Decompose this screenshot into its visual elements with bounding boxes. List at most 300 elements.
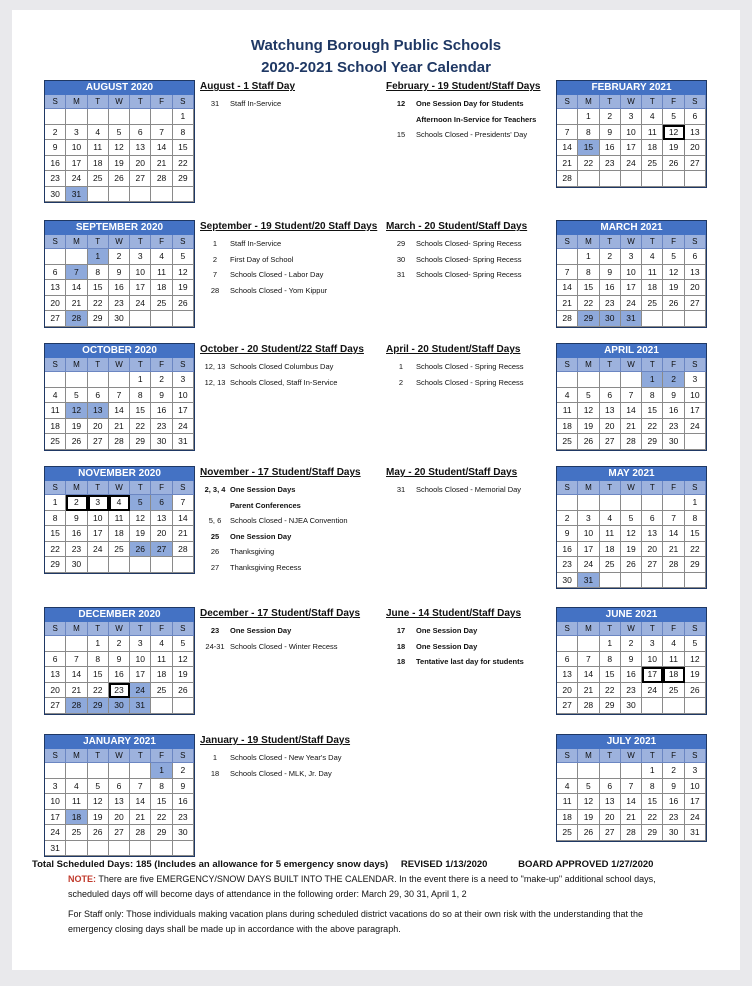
day-cell: 25 (600, 557, 621, 573)
weekday-header: T (600, 749, 621, 763)
day-cell: 29 (88, 698, 109, 714)
day-cell: 25 (151, 683, 172, 699)
empty-cell (130, 841, 151, 857)
day-cell: 20 (642, 542, 663, 558)
day-cell: 8 (88, 265, 109, 281)
day-cell: 28 (130, 825, 151, 841)
day-cell: 17 (45, 810, 66, 826)
day-cell: 24 (685, 419, 706, 435)
empty-cell (109, 841, 130, 857)
month-summary (200, 220, 380, 298)
day-cell: 9 (557, 526, 578, 542)
day-cell: 10 (578, 526, 599, 542)
day-cell: 6 (109, 779, 130, 795)
day-cell: 4 (45, 388, 66, 404)
day-cell: 3 (621, 249, 642, 265)
event-text: Thanksgiving Recess (230, 562, 302, 572)
day-cell: 14 (109, 403, 130, 419)
day-cell: 7 (66, 265, 87, 281)
event-text: Thanksgiving (230, 547, 275, 556)
day-cell: 13 (130, 140, 151, 156)
month-calendar (556, 220, 707, 328)
event-date: 2 (398, 377, 404, 387)
weekday-header: S (685, 235, 706, 249)
day-cell: 9 (600, 265, 621, 281)
day-cell: 29 (88, 311, 109, 327)
day-cell: 7 (557, 125, 578, 141)
day-cell: 11 (151, 652, 172, 668)
day-cell: 1 (88, 636, 109, 652)
month-title: DECEMBER 2020 (45, 608, 194, 622)
day-cell: 19 (621, 542, 642, 558)
event-date: 27 (210, 562, 220, 572)
day-cell: 25 (88, 171, 109, 187)
day-cell: 15 (151, 794, 172, 810)
empty-cell (557, 763, 578, 779)
day-cell: 14 (151, 140, 172, 156)
day-cell: 7 (151, 125, 172, 141)
day-cell: 12 (88, 794, 109, 810)
day-cell: 11 (642, 265, 663, 281)
day-cell: 4 (151, 249, 172, 265)
day-cell: 6 (45, 265, 66, 281)
day-cell: 3 (45, 779, 66, 795)
weekday-header: F (151, 749, 172, 763)
day-cell: 21 (621, 419, 642, 435)
day-cell: 9 (151, 388, 172, 404)
day-cell: 26 (66, 434, 87, 450)
event-row (386, 112, 566, 128)
event-date: 31 (396, 270, 406, 279)
day-cell: 25 (642, 296, 663, 312)
day-cell: 21 (578, 683, 599, 699)
event-row (200, 96, 380, 112)
empty-cell (621, 372, 642, 388)
day-cell: 1 (578, 109, 599, 125)
day-cell: 29 (642, 434, 663, 450)
day-cell: 27 (130, 171, 151, 187)
day-cell: 19 (663, 140, 684, 156)
day-cell: 2 (109, 636, 130, 652)
day-cell: 12 (173, 652, 194, 668)
empty-cell (578, 171, 599, 187)
month-calendar (556, 734, 707, 842)
day-cell: 2 (600, 249, 621, 265)
weekday-header: M (578, 481, 599, 495)
empty-cell (88, 109, 109, 125)
day-cell: 14 (173, 511, 194, 527)
day-cell: 12 (663, 125, 684, 141)
weekday-header: S (173, 358, 194, 372)
day-cell: 1 (173, 109, 194, 125)
day-cell: 15 (88, 667, 109, 683)
month-summary-heading: March - 20 Student/Staff Days (386, 221, 528, 232)
event-text: One Session Days (230, 485, 296, 494)
day-cell: 11 (557, 403, 578, 419)
day-cell: 13 (642, 526, 663, 542)
day-cell: 7 (109, 388, 130, 404)
day-cell: 7 (578, 652, 599, 668)
empty-cell (130, 109, 151, 125)
day-cell: 29 (600, 698, 621, 714)
empty-cell (66, 372, 87, 388)
day-cell: 10 (685, 388, 706, 404)
day-cell: 25 (66, 825, 87, 841)
empty-cell (578, 763, 599, 779)
empty-cell (151, 187, 172, 203)
day-cell: 14 (66, 667, 87, 683)
empty-cell (88, 763, 109, 779)
day-cell: 19 (663, 280, 684, 296)
day-cell: 30 (621, 698, 642, 714)
event-text: Staff In-Service (230, 99, 282, 108)
empty-cell (685, 171, 706, 187)
day-cell: 9 (66, 511, 87, 527)
event-row (200, 750, 380, 766)
day-cell: 20 (600, 419, 621, 435)
day-cell: 26 (621, 557, 642, 573)
day-cell: 15 (45, 526, 66, 542)
weekday-header: T (600, 95, 621, 109)
month-summary (386, 80, 566, 143)
day-cell: 15 (578, 280, 599, 296)
weekday-header: S (45, 358, 66, 372)
weekday-header: W (621, 622, 642, 636)
day-cell: 18 (600, 542, 621, 558)
day-cell: 25 (557, 825, 578, 841)
day-cell: 3 (642, 636, 663, 652)
day-cell: 26 (173, 296, 194, 312)
day-cell: 24 (642, 683, 663, 699)
event-date: 31 (210, 99, 220, 108)
weekday-header: T (600, 622, 621, 636)
weekday-header: T (88, 95, 109, 109)
event-date: 1 (398, 362, 404, 371)
empty-cell (109, 109, 130, 125)
day-cell: 8 (578, 265, 599, 281)
event-text: Schools Closed - Yom Kippur (230, 285, 328, 295)
event-date: 12 (396, 99, 406, 108)
weekday-header: T (130, 95, 151, 109)
day-cell: 17 (685, 403, 706, 419)
day-cell: 12 (685, 652, 706, 668)
day-cell: 12 (578, 794, 599, 810)
day-cell: 11 (66, 794, 87, 810)
weekday-header: S (685, 95, 706, 109)
weekday-header: T (130, 358, 151, 372)
day-cell: 31 (621, 311, 642, 327)
empty-cell (151, 109, 172, 125)
day-cell: 22 (173, 156, 194, 172)
day-cell: 4 (109, 495, 130, 511)
weekday-header: S (45, 95, 66, 109)
day-cell: 26 (88, 825, 109, 841)
day-cell: 17 (621, 280, 642, 296)
event-row (200, 560, 380, 576)
empty-cell (578, 372, 599, 388)
day-cell: 23 (109, 683, 130, 699)
day-cell: 26 (663, 156, 684, 172)
day-cell: 21 (151, 156, 172, 172)
day-cell: 23 (45, 171, 66, 187)
day-cell: 18 (557, 810, 578, 826)
empty-cell (151, 841, 172, 857)
weekday-header: W (621, 235, 642, 249)
day-cell: 29 (173, 171, 194, 187)
weekday-header: M (578, 235, 599, 249)
event-date: 7 (212, 270, 218, 279)
day-cell: 6 (88, 388, 109, 404)
day-cell: 25 (663, 683, 684, 699)
day-cell: 3 (66, 125, 87, 141)
empty-cell (600, 495, 621, 511)
month-summary-heading: June - 14 Student/Staff Days (386, 608, 522, 619)
day-cell: 17 (173, 403, 194, 419)
weekday-header: S (557, 749, 578, 763)
month-title: JANUARY 2021 (45, 735, 194, 749)
day-cell: 6 (600, 779, 621, 795)
month-title: AUGUST 2020 (45, 81, 194, 95)
day-cell: 21 (66, 296, 87, 312)
empty-cell (88, 372, 109, 388)
month-title: MAY 2021 (557, 467, 706, 481)
day-cell: 20 (600, 810, 621, 826)
day-cell: 23 (663, 810, 684, 826)
weekday-header: W (621, 358, 642, 372)
day-cell: 30 (663, 434, 684, 450)
total-days: Total Scheduled Days: 185 (Includes an allowance for 5 emergency snow days) (32, 859, 389, 870)
day-cell: 9 (621, 652, 642, 668)
day-cell: 16 (621, 667, 642, 683)
day-cell: 30 (600, 311, 621, 327)
day-cell: 31 (45, 841, 66, 857)
weekday-header: S (173, 622, 194, 636)
day-cell: 12 (663, 265, 684, 281)
day-cell: 17 (130, 667, 151, 683)
empty-cell (151, 311, 172, 327)
day-cell: 19 (88, 810, 109, 826)
day-cell: 4 (557, 779, 578, 795)
month-calendar (44, 734, 195, 857)
month-calendar (556, 343, 707, 451)
empty-cell (642, 495, 663, 511)
day-cell: 5 (663, 249, 684, 265)
day-cell: 8 (151, 779, 172, 795)
empty-cell (66, 109, 87, 125)
day-cell: 30 (151, 434, 172, 450)
event-row (200, 252, 380, 268)
weekday-header: T (600, 358, 621, 372)
empty-cell (45, 372, 66, 388)
empty-cell (88, 841, 109, 857)
event-date: 30 (396, 254, 406, 264)
day-cell: 31 (130, 698, 151, 714)
event-date: 2 (212, 254, 218, 264)
note-text: There are five EMERGENCY/SNOW DAYS BUILT INTO THE CALENDAR. In the event there is a need to "make-up" additional school days, scheduled days off will become days of attendance in the following order: March 29, 30 31, April 1, 2 (68, 874, 656, 899)
weekday-header: F (151, 95, 172, 109)
day-cell: 5 (66, 388, 87, 404)
day-cell: 19 (173, 280, 194, 296)
weekday-header: T (600, 235, 621, 249)
weekday-header: M (578, 749, 599, 763)
day-cell: 10 (88, 511, 109, 527)
total-days-line (32, 857, 732, 872)
weekday-header: T (88, 235, 109, 249)
weekday-header: T (600, 481, 621, 495)
day-cell: 26 (173, 683, 194, 699)
day-cell: 15 (600, 667, 621, 683)
day-cell: 3 (578, 511, 599, 527)
day-cell: 14 (66, 280, 87, 296)
event-date: 5, 6 (208, 516, 222, 525)
month-calendar (44, 607, 195, 715)
day-cell: 6 (130, 125, 151, 141)
day-cell: 1 (88, 249, 109, 265)
day-cell: 21 (621, 810, 642, 826)
weekday-header: F (663, 235, 684, 249)
weekday-header: T (642, 622, 663, 636)
weekday-header: T (88, 358, 109, 372)
empty-cell (663, 573, 684, 589)
day-cell: 25 (557, 434, 578, 450)
day-cell: 31 (685, 825, 706, 841)
day-cell: 21 (109, 419, 130, 435)
event-row (200, 236, 380, 252)
event-text: Schools Closed - New Year's Day (230, 753, 342, 762)
day-cell: 9 (663, 779, 684, 795)
day-cell: 18 (642, 280, 663, 296)
day-cell: 29 (685, 557, 706, 573)
day-cell: 6 (45, 652, 66, 668)
day-cell: 24 (130, 683, 151, 699)
month-calendar (556, 607, 707, 715)
empty-cell (66, 249, 87, 265)
month-title: FEBRUARY 2021 (557, 81, 706, 95)
day-cell: 7 (557, 265, 578, 281)
day-cell: 28 (151, 171, 172, 187)
event-row (200, 283, 380, 299)
empty-cell (642, 171, 663, 187)
event-row (386, 267, 566, 283)
day-cell: 8 (685, 511, 706, 527)
weekday-header: T (88, 749, 109, 763)
day-cell: 24 (578, 557, 599, 573)
empty-cell (663, 698, 684, 714)
empty-cell (173, 311, 194, 327)
weekday-header: W (109, 235, 130, 249)
event-date: 1 (212, 239, 218, 248)
day-cell: 11 (600, 526, 621, 542)
day-cell: 16 (557, 542, 578, 558)
day-cell: 26 (578, 434, 599, 450)
day-cell: 24 (130, 296, 151, 312)
day-cell: 19 (130, 526, 151, 542)
month-summary-heading: May - 20 Student/Staff Days (386, 467, 518, 478)
day-cell: 28 (663, 557, 684, 573)
month-summary (200, 80, 380, 112)
district-title: Watchung Borough Public Schools (250, 37, 502, 54)
weekday-header: M (578, 358, 599, 372)
day-cell: 29 (45, 557, 66, 573)
month-title: JUNE 2021 (557, 608, 706, 622)
empty-cell (173, 698, 194, 714)
day-cell: 15 (578, 140, 599, 156)
event-row (200, 498, 380, 514)
weekday-header: M (578, 622, 599, 636)
month-summary (386, 343, 566, 390)
event-date: 18 (396, 641, 406, 651)
event-date: 24-31 (205, 641, 225, 651)
empty-cell (151, 698, 172, 714)
weekday-header: W (621, 749, 642, 763)
day-cell: 13 (151, 511, 172, 527)
event-text: One Session Day (416, 626, 478, 635)
day-cell: 14 (663, 526, 684, 542)
month-summary (200, 734, 380, 781)
event-row (386, 252, 566, 268)
day-cell: 2 (621, 636, 642, 652)
empty-cell (109, 557, 130, 573)
day-cell: 7 (621, 388, 642, 404)
empty-cell (109, 187, 130, 203)
day-cell: 28 (66, 698, 87, 714)
day-cell: 26 (109, 171, 130, 187)
day-cell: 13 (45, 667, 66, 683)
month-summary-heading: April - 20 Student/Staff Days (386, 344, 521, 355)
day-cell: 5 (88, 779, 109, 795)
day-cell: 28 (578, 698, 599, 714)
empty-cell (600, 372, 621, 388)
day-cell: 13 (600, 403, 621, 419)
day-cell: 24 (173, 419, 194, 435)
day-cell: 8 (173, 125, 194, 141)
day-cell: 29 (151, 825, 172, 841)
event-text: One Session Day (230, 626, 292, 635)
empty-cell (66, 841, 87, 857)
day-cell: 24 (45, 825, 66, 841)
day-cell: 2 (663, 372, 684, 388)
day-cell: 25 (45, 434, 66, 450)
day-cell: 27 (600, 825, 621, 841)
day-cell: 14 (621, 794, 642, 810)
month-summary-heading: January - 19 Student/Staff Days (200, 735, 351, 746)
event-date: 12, 13 (204, 362, 226, 371)
day-cell: 24 (88, 542, 109, 558)
month-summary-heading: October - 20 Student/22 Staff Days (200, 344, 364, 355)
day-cell: 27 (88, 434, 109, 450)
day-cell: 12 (578, 403, 599, 419)
day-cell: 5 (109, 125, 130, 141)
day-cell: 2 (557, 511, 578, 527)
day-cell: 12 (109, 140, 130, 156)
day-cell: 17 (621, 140, 642, 156)
event-date: 12, 13 (204, 377, 226, 387)
day-cell: 2 (109, 249, 130, 265)
weekday-header: S (557, 358, 578, 372)
empty-cell (663, 495, 684, 511)
event-date: 26 (210, 547, 220, 556)
weekday-header: M (66, 622, 87, 636)
event-date: 15 (396, 130, 406, 139)
day-cell: 9 (663, 388, 684, 404)
day-cell: 3 (130, 636, 151, 652)
day-cell: 16 (109, 280, 130, 296)
month-summary-heading: November - 17 Student/Staff Days (200, 467, 361, 478)
event-date (386, 112, 416, 128)
weekday-header: T (642, 481, 663, 495)
board-approved-date: BOARD APPROVED 1/27/2020 (518, 859, 654, 870)
month-summary-heading: August - 1 Staff Day (200, 81, 296, 92)
